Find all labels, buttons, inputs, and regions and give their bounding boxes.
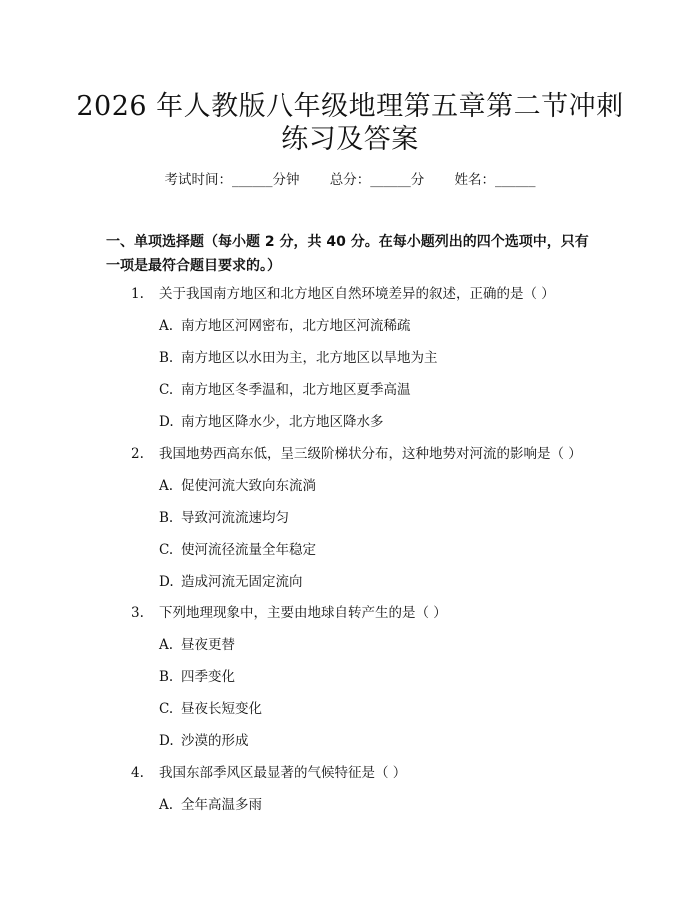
exam-meta — [0, 168, 700, 188]
exam-name: 姓名：______ — [454, 172, 536, 188]
question — [131, 601, 447, 621]
question — [131, 442, 582, 462]
question-text: 关于我国南方地区和北方地区自然环境差异的叙述，正确的是（ ） — [159, 286, 555, 302]
option-text: 全年高温多雨 — [181, 797, 262, 813]
option-letter: B. — [159, 669, 174, 685]
option — [159, 346, 438, 366]
option-text: 南方地区降水少，北方地区降水多 — [181, 414, 384, 430]
question-number: 1. — [131, 286, 144, 302]
option — [159, 633, 235, 653]
option — [159, 793, 262, 813]
option — [159, 665, 235, 685]
option-letter: D. — [159, 414, 174, 430]
option-letter: C. — [159, 542, 174, 558]
option-text: 促使河流大致向东流淌 — [181, 478, 316, 494]
option-text: 昼夜更替 — [181, 637, 235, 653]
option-letter: B. — [159, 510, 174, 526]
question — [131, 761, 406, 781]
document-title-line-2: 练习及答案 — [281, 124, 419, 155]
option-letter: B. — [159, 350, 174, 366]
option — [159, 697, 262, 717]
option — [159, 506, 289, 526]
option-text: 导致河流流速均匀 — [181, 510, 289, 526]
question-text: 我国地势西高东低，呈三级阶梯状分布，这种地势对河流的影响是（ ） — [159, 446, 582, 462]
option — [159, 474, 316, 494]
option-letter: D. — [159, 733, 174, 749]
section-heading: 一、单项选择题（每小题 2 分，共 40 分。在每小题列出的四个选项中，只有一项是最符合题目要求的。） — [106, 234, 589, 274]
option — [159, 410, 384, 430]
option-letter: C. — [159, 701, 174, 717]
option-text: 造成河流无固定流向 — [181, 574, 303, 590]
document-title-line-1: 2026 年人教版八年级地理第五章第二节冲刺 — [76, 91, 624, 122]
option — [159, 538, 316, 558]
option-text: 沙漠的形成 — [181, 733, 249, 749]
exam-score: 总分：______分 — [329, 172, 425, 188]
option-letter: A. — [159, 478, 174, 494]
option-letter: A. — [159, 797, 174, 813]
option — [159, 378, 411, 398]
option-text: 昼夜长短变化 — [181, 701, 262, 717]
question-text: 我国东部季风区最显著的气候特征是（ ） — [159, 765, 407, 781]
option-text: 南方地区河网密布，北方地区河流稀疏 — [181, 318, 411, 334]
option-letter: C. — [159, 382, 174, 398]
question-number: 2. — [131, 446, 144, 462]
question-number: 3. — [131, 605, 144, 621]
option-letter: A. — [159, 637, 174, 653]
option-letter: D. — [159, 574, 174, 590]
option-text: 使河流径流量全年稳定 — [181, 542, 316, 558]
option-text: 南方地区以水田为主，北方地区以旱地为主 — [181, 350, 438, 366]
option-text: 四季变化 — [181, 669, 235, 685]
option-text: 南方地区冬季温和，北方地区夏季高温 — [181, 382, 411, 398]
exam-time: 考试时间：______分钟 — [164, 172, 300, 188]
option-letter: A. — [159, 318, 174, 334]
option — [159, 314, 411, 334]
question-text: 下列地理现象中，主要由地球自转产生的是（ ） — [159, 605, 447, 621]
option — [159, 570, 303, 590]
question — [131, 282, 555, 302]
option — [159, 729, 249, 749]
question-number: 4. — [131, 765, 144, 781]
